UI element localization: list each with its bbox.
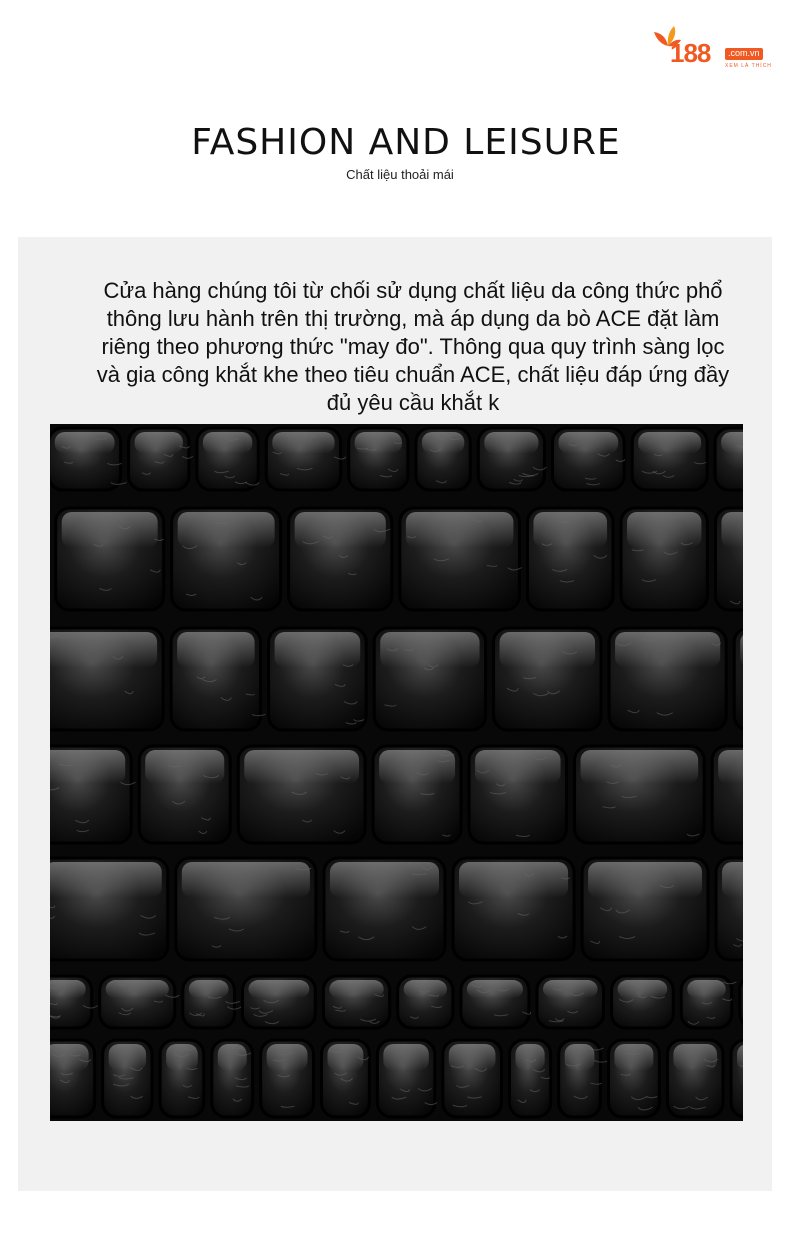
page-title: FASHION AND LEISURE: [191, 122, 621, 164]
logo-tagline: XEM LÀ THÍCH: [725, 63, 772, 69]
crocodile-leather-pattern: [50, 424, 743, 1121]
logo-domain: .com.vn: [725, 48, 763, 60]
brand-logo[interactable]: [652, 24, 774, 72]
leather-texture-image: [50, 424, 743, 1121]
logo-number: 188: [670, 38, 711, 68]
material-description: Cửa hàng chúng tôi từ chối sử dụng chất liệu da công thức phổ thông lưu hành trên thị trường, mà áp dụng da bò ACE đặt làm riêng theo phương thức "may đo". Thông qua quy trình sàng lọc và gia công khắt khe theo tiêu chuẩn ACE, chất liệu đáp ứng đầy đủ yêu cầu khắt k: [96, 278, 730, 415]
page-subtitle: Chất liệu thoải mái: [346, 167, 454, 182]
